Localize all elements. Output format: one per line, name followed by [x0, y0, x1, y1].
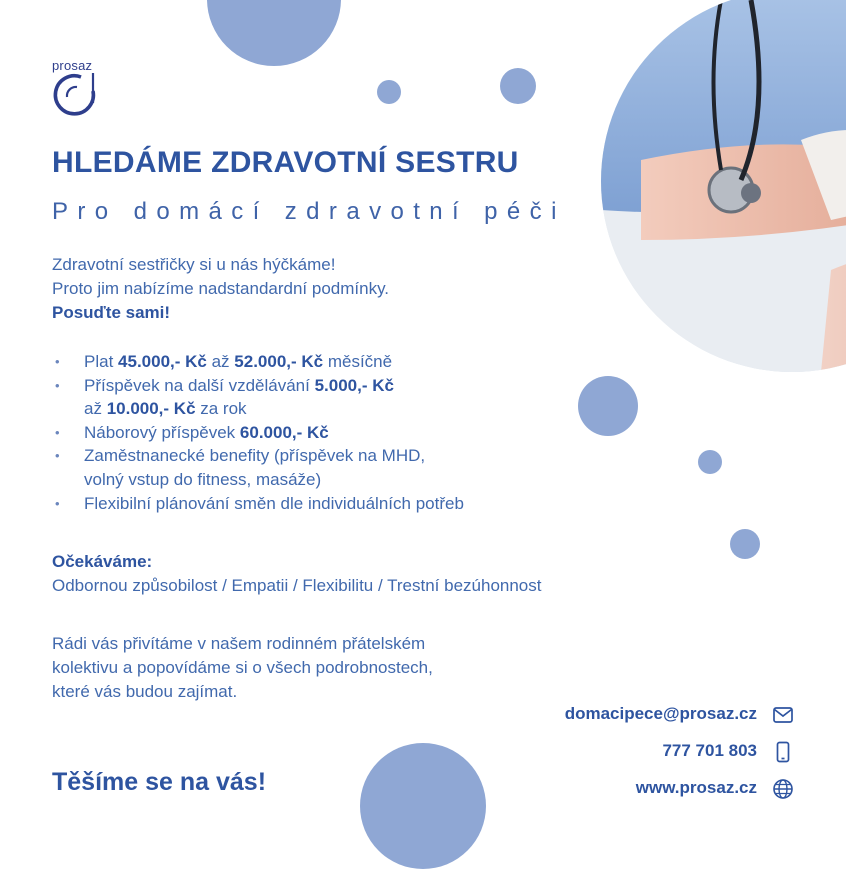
recruit-prefix: Náborový příspěvek	[84, 422, 240, 442]
benefit-education	[52, 374, 612, 421]
decor-dot-small-2	[500, 68, 536, 104]
page-subtitle: Pro domácí zdravotní péči	[52, 198, 566, 225]
benefit-salary	[52, 350, 612, 374]
education-mid: až	[84, 399, 107, 419]
outro-line-3: které vás budou zajímat.	[52, 682, 238, 701]
outro-line-2: kolektivu a popovídáme si o všech podrobnostech,	[52, 658, 433, 677]
expectations	[52, 550, 541, 598]
intro-line-3: Posuďte sami!	[52, 303, 171, 322]
expectations-heading: Očekáváme:	[52, 552, 153, 571]
outro-line-1: Rádi vás přivítáme v našem rodinném přátelském	[52, 634, 426, 653]
decor-dot-bottom	[360, 743, 486, 869]
salary-suffix: měsíčně	[323, 352, 393, 371]
perks-line-2: volný vstup do fitness, masáže)	[84, 469, 322, 489]
education-from: 5.000,- Kč	[314, 375, 394, 395]
closing-text: Těšíme se na vás!	[52, 768, 267, 796]
education-suffix: za rok	[195, 399, 247, 419]
salary-from: 45.000,- Kč	[118, 352, 207, 371]
logo-mark-icon	[52, 71, 100, 119]
shifts-text: Flexibilní plánování směn dle individuálních potřeb	[84, 493, 464, 513]
contact-web[interactable]: www.prosaz.cz	[635, 778, 757, 797]
logo-text: prosaz	[52, 58, 93, 73]
benefit-recruit	[52, 421, 612, 445]
intro-text	[52, 253, 389, 325]
education-to: 10.000,- Kč	[106, 399, 196, 419]
page-title: HLEDÁME ZDRAVOTNÍ SESTRU	[52, 146, 519, 179]
intro-line-1: Zdravotní sestřičky si u nás hýčkáme!	[52, 255, 336, 274]
globe-icon	[771, 777, 795, 801]
salary-to: 52.000,- Kč	[234, 352, 324, 371]
recruit-amount: 60.000,- Kč	[239, 422, 329, 442]
decor-dot-small-1	[377, 80, 401, 104]
decor-dot-top	[207, 0, 341, 66]
envelope-icon	[771, 703, 795, 727]
benefits-list	[52, 350, 612, 515]
logo	[52, 57, 112, 121]
salary-prefix: Plat	[84, 352, 119, 371]
intro-line-2: Proto jim nabízíme nadstandardní podmínky.	[52, 279, 390, 298]
outro-text	[52, 632, 433, 704]
education-prefix: Příspěvek na další vzdělávání	[84, 375, 315, 395]
phone-icon	[771, 740, 795, 764]
expectations-text: Odbornou způsobilost / Empatii / Flexibilitu / Trestní bezúhonnost	[52, 576, 542, 595]
benefit-perks	[52, 444, 612, 491]
contact-phone[interactable]: 777 701 803	[662, 741, 757, 760]
decor-dot-small-3	[698, 450, 722, 474]
decor-dot-small-4	[730, 529, 760, 559]
benefit-shifts	[52, 492, 612, 516]
contact-email[interactable]: domacipece@prosaz.cz	[564, 704, 757, 723]
nurse-blood-pressure-photo	[601, 0, 846, 372]
perks-line-1: Zaměstnanecké benefity (příspěvek na MHD,	[84, 446, 426, 466]
salary-mid: až	[206, 352, 235, 371]
